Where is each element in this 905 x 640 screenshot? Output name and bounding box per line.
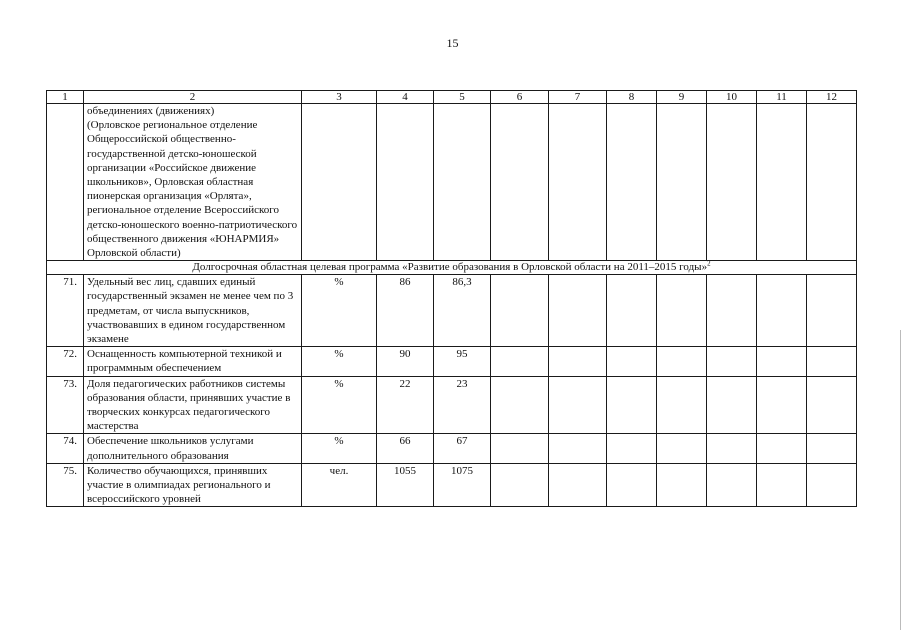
empty-cell xyxy=(607,104,657,261)
empty-cell xyxy=(657,376,707,434)
indicators-table xyxy=(46,90,857,507)
section-row xyxy=(47,261,857,275)
row-number-cell xyxy=(47,104,84,261)
empty-cell xyxy=(707,463,757,507)
empty-cell xyxy=(657,434,707,463)
empty-cell xyxy=(807,347,857,376)
indicator-row xyxy=(47,376,857,434)
column-header: 12 xyxy=(807,91,857,104)
empty-cell xyxy=(549,434,607,463)
empty-cell xyxy=(607,376,657,434)
value-col5-cell: 23 xyxy=(434,376,491,434)
empty-cell xyxy=(807,104,857,261)
empty-cell xyxy=(757,463,807,507)
value-col5-cell: 86,3 xyxy=(434,275,491,347)
row-number-cell: 75. xyxy=(47,463,84,507)
continuation-row xyxy=(47,104,857,261)
empty-cell xyxy=(707,376,757,434)
empty-cell xyxy=(491,463,549,507)
indicator-name-cell: Обеспечение школьников услугами дополнительного образования xyxy=(84,434,302,463)
page-number: 15 xyxy=(446,36,459,50)
empty-cell xyxy=(757,275,807,347)
empty-cell xyxy=(491,275,549,347)
empty-cell xyxy=(807,275,857,347)
column-header: 11 xyxy=(757,91,807,104)
empty-cell xyxy=(757,347,807,376)
empty-cell xyxy=(549,275,607,347)
empty-cell xyxy=(807,434,857,463)
empty-cell xyxy=(807,376,857,434)
empty-cell xyxy=(302,104,377,261)
section-title-cell xyxy=(47,261,857,275)
column-header: 10 xyxy=(707,91,757,104)
indicator-row xyxy=(47,463,857,507)
empty-cell xyxy=(657,463,707,507)
empty-cell xyxy=(491,104,549,261)
empty-cell xyxy=(707,104,757,261)
row-number-cell: 71. xyxy=(47,275,84,347)
value-col4-cell: 90 xyxy=(377,347,434,376)
footnote-marker: 2 xyxy=(707,259,711,268)
empty-cell xyxy=(707,347,757,376)
empty-cell xyxy=(807,463,857,507)
column-header: 1 xyxy=(47,91,84,104)
empty-cell xyxy=(491,376,549,434)
empty-cell xyxy=(607,347,657,376)
empty-cell xyxy=(607,434,657,463)
value-col4-cell: 66 xyxy=(377,434,434,463)
indicators-table-wrapper xyxy=(46,90,857,507)
row-number-cell: 74. xyxy=(47,434,84,463)
column-header: 2 xyxy=(84,91,302,104)
value-col5-cell: 67 xyxy=(434,434,491,463)
unit-cell: % xyxy=(302,347,377,376)
empty-cell xyxy=(657,104,707,261)
empty-cell xyxy=(707,275,757,347)
value-col4-cell: 86 xyxy=(377,275,434,347)
unit-cell: % xyxy=(302,275,377,347)
unit-cell: % xyxy=(302,376,377,434)
empty-cell xyxy=(549,104,607,261)
indicator-name-cell: Удельный вес лиц, сдавших единый государственный экзамен не менее чем по 3 предметам, от числа выпускников, участвовавших в едином государственном экзамене xyxy=(84,275,302,347)
empty-cell xyxy=(757,434,807,463)
empty-cell xyxy=(491,347,549,376)
value-col4-cell: 1055 xyxy=(377,463,434,507)
section-title: Долгосрочная областная целевая программа «Развитие образования в Орловской области на 2011–2015 годы» xyxy=(192,261,708,274)
empty-cell xyxy=(707,434,757,463)
column-header: 5 xyxy=(434,91,491,104)
indicator-name-cell: Количество обучающихся, принявших участие в олимпиадах регионального и всероссийского уровней xyxy=(84,463,302,507)
empty-cell xyxy=(607,463,657,507)
value-col4-cell: 22 xyxy=(377,376,434,434)
value-col5-cell: 1075 xyxy=(434,463,491,507)
data-rows xyxy=(47,275,857,507)
column-header: 6 xyxy=(491,91,549,104)
indicator-name-cell: Доля педагогических работников системы образования области, принявших участие в творческих конкурсах педагогического мастерства xyxy=(84,376,302,434)
empty-cell xyxy=(549,376,607,434)
empty-cell xyxy=(607,275,657,347)
empty-cell xyxy=(491,434,549,463)
column-header: 8 xyxy=(607,91,657,104)
empty-cell xyxy=(757,376,807,434)
column-header: 9 xyxy=(657,91,707,104)
empty-cell xyxy=(757,104,807,261)
scan-edge-line xyxy=(900,330,901,630)
empty-cell xyxy=(434,104,491,261)
row-number-cell: 73. xyxy=(47,376,84,434)
empty-cell xyxy=(377,104,434,261)
indicator-row xyxy=(47,275,857,347)
column-number-row xyxy=(47,91,857,104)
empty-cell xyxy=(549,463,607,507)
row-number-cell: 72. xyxy=(47,347,84,376)
empty-cell xyxy=(657,275,707,347)
column-header: 3 xyxy=(302,91,377,104)
column-header: 4 xyxy=(377,91,434,104)
indicator-name-cell: Оснащенность компьютерной техникой и программным обеспечением xyxy=(84,347,302,376)
unit-cell: чел. xyxy=(302,463,377,507)
column-header: 7 xyxy=(549,91,607,104)
indicator-row xyxy=(47,434,857,463)
unit-cell: % xyxy=(302,434,377,463)
indicator-name-cell: объединениях (движениях) (Орловское региональное отделение Общероссийской общественно-государственной детско-юношеской организации «Российское движение школьников», Орловская областная пионерская организация «Орлята», региональное отделение Всероссийского детско-юношеского военно-патриотического общественного движения «ЮНАРМИЯ» Орловской области) xyxy=(84,104,302,261)
empty-cell xyxy=(657,347,707,376)
value-col5-cell: 95 xyxy=(434,347,491,376)
indicator-row xyxy=(47,347,857,376)
empty-cell xyxy=(549,347,607,376)
